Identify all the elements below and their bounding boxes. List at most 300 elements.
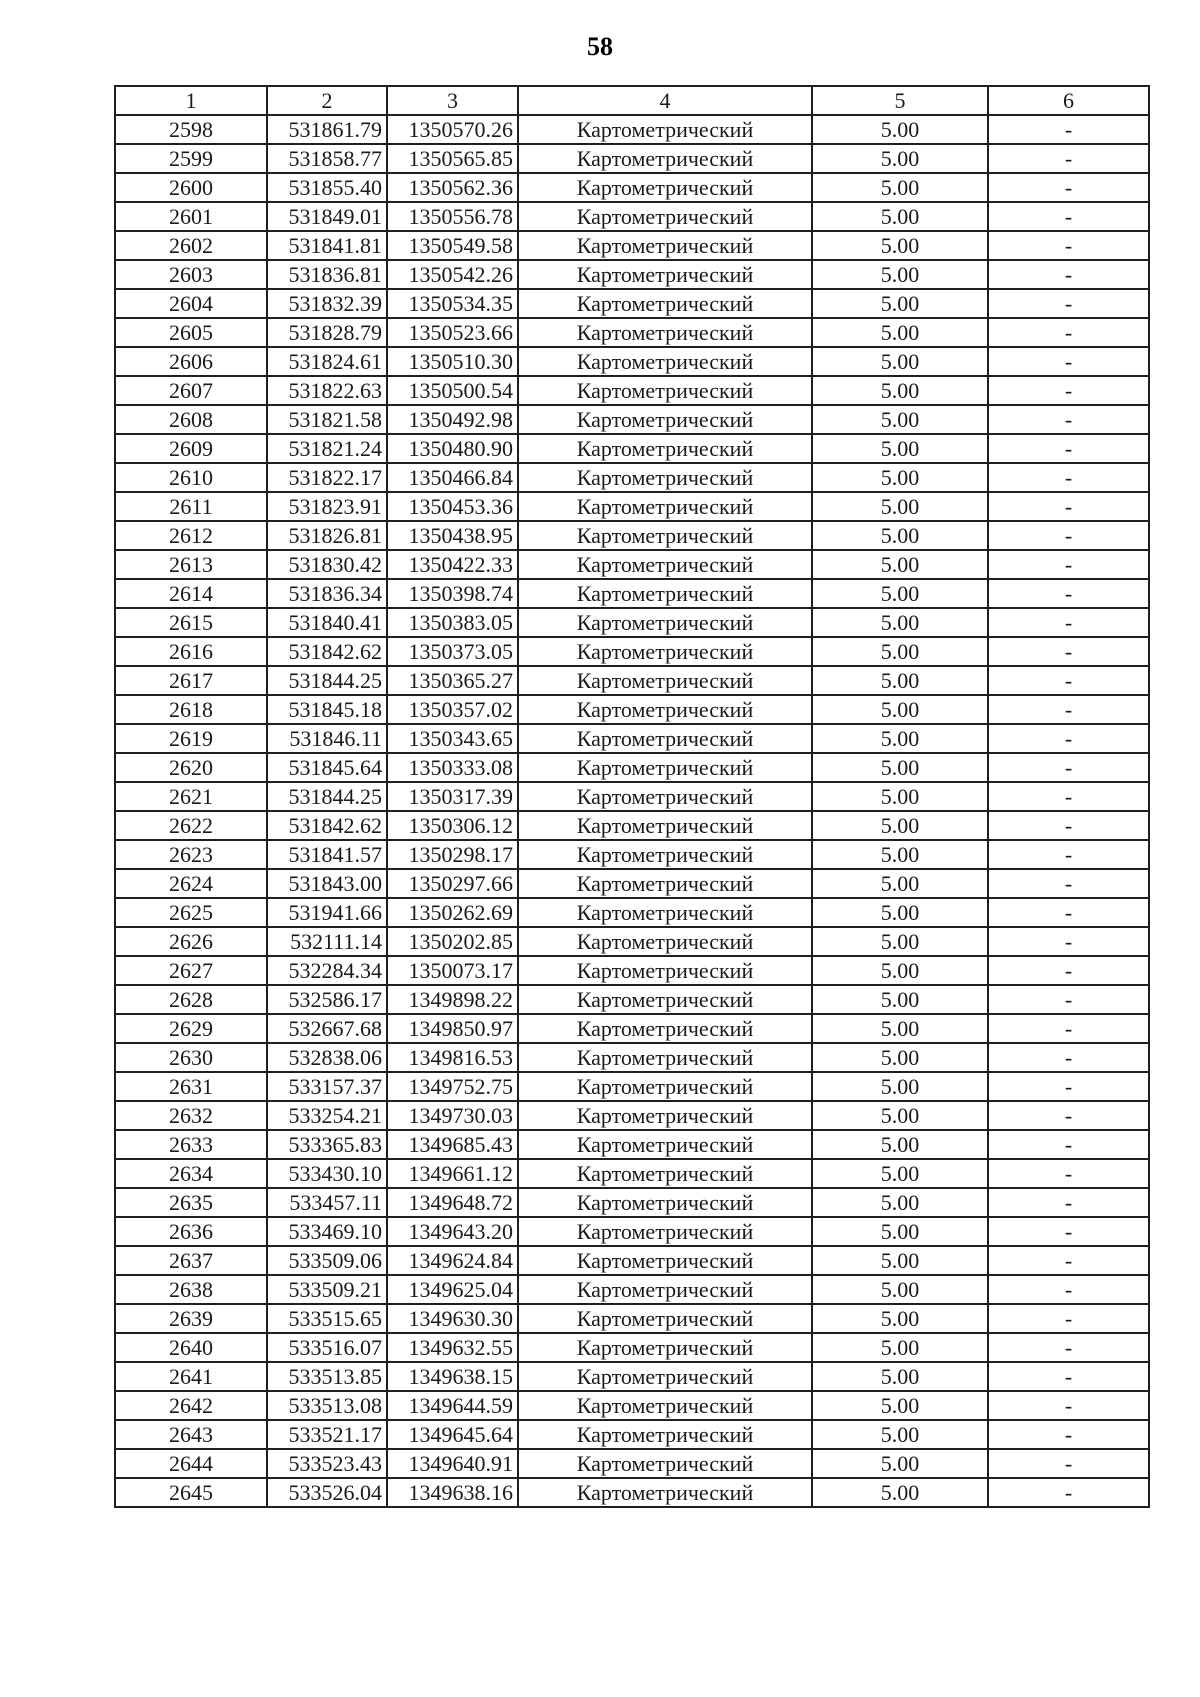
table-row: [115, 144, 1149, 173]
description-cell: -: [988, 956, 1149, 985]
accuracy-cell: 5.00: [812, 463, 988, 492]
description-cell: -: [988, 434, 1149, 463]
point-number-cell: 2618: [115, 695, 267, 724]
column-header-3: 3: [387, 86, 518, 115]
description-cell: -: [988, 985, 1149, 1014]
accuracy-cell: 5.00: [812, 608, 988, 637]
description-cell: -: [988, 463, 1149, 492]
point-number-cell: 2621: [115, 782, 267, 811]
accuracy-cell: 5.00: [812, 1449, 988, 1478]
description-cell: -: [988, 1217, 1149, 1246]
x-coordinate-cell: 531845.64: [267, 753, 387, 782]
method-cell: Картометрический: [518, 347, 812, 376]
table-row: [115, 956, 1149, 985]
method-cell: Картометрический: [518, 405, 812, 434]
y-coordinate-cell: 1349730.03: [387, 1101, 518, 1130]
x-coordinate-cell: 533509.21: [267, 1275, 387, 1304]
point-number-cell: 2612: [115, 521, 267, 550]
accuracy-cell: 5.00: [812, 1333, 988, 1362]
x-coordinate-cell: 531846.11: [267, 724, 387, 753]
table-row: [115, 898, 1149, 927]
description-cell: -: [988, 1391, 1149, 1420]
column-header-5: 5: [812, 86, 988, 115]
accuracy-cell: 5.00: [812, 695, 988, 724]
point-number-cell: 2633: [115, 1130, 267, 1159]
description-cell: -: [988, 1275, 1149, 1304]
method-cell: Картометрический: [518, 1362, 812, 1391]
table-header: [115, 86, 1149, 115]
y-coordinate-cell: 1350202.85: [387, 927, 518, 956]
table-row: [115, 1333, 1149, 1362]
x-coordinate-cell: 531844.25: [267, 666, 387, 695]
y-coordinate-cell: 1350365.27: [387, 666, 518, 695]
accuracy-cell: 5.00: [812, 231, 988, 260]
table-row: [115, 492, 1149, 521]
point-number-cell: 2629: [115, 1014, 267, 1043]
accuracy-cell: 5.00: [812, 869, 988, 898]
table-row: [115, 985, 1149, 1014]
y-coordinate-cell: 1349640.91: [387, 1449, 518, 1478]
column-header-2: 2: [267, 86, 387, 115]
column-header-6: 6: [988, 86, 1149, 115]
x-coordinate-cell: 531828.79: [267, 318, 387, 347]
table-row: [115, 927, 1149, 956]
y-coordinate-cell: 1350466.84: [387, 463, 518, 492]
x-coordinate-cell: 533509.06: [267, 1246, 387, 1275]
y-coordinate-cell: 1350262.69: [387, 898, 518, 927]
y-coordinate-cell: 1349850.97: [387, 1014, 518, 1043]
method-cell: Картометрический: [518, 1072, 812, 1101]
point-number-cell: 2642: [115, 1391, 267, 1420]
point-number-cell: 2620: [115, 753, 267, 782]
x-coordinate-cell: 533515.65: [267, 1304, 387, 1333]
point-number-cell: 2605: [115, 318, 267, 347]
y-coordinate-cell: 1350306.12: [387, 811, 518, 840]
point-number-cell: 2636: [115, 1217, 267, 1246]
y-coordinate-cell: 1349898.22: [387, 985, 518, 1014]
y-coordinate-cell: 1350422.33: [387, 550, 518, 579]
x-coordinate-cell: 533513.08: [267, 1391, 387, 1420]
description-cell: -: [988, 231, 1149, 260]
table-row: [115, 1391, 1149, 1420]
point-number-cell: 2599: [115, 144, 267, 173]
method-cell: Картометрический: [518, 1304, 812, 1333]
accuracy-cell: 5.00: [812, 1391, 988, 1420]
description-cell: -: [988, 260, 1149, 289]
description-cell: -: [988, 492, 1149, 521]
method-cell: Картометрический: [518, 173, 812, 202]
point-number-cell: 2625: [115, 898, 267, 927]
accuracy-cell: 5.00: [812, 144, 988, 173]
x-coordinate-cell: 532667.68: [267, 1014, 387, 1043]
method-cell: Картометрический: [518, 1014, 812, 1043]
x-coordinate-cell: 531941.66: [267, 898, 387, 927]
description-cell: -: [988, 782, 1149, 811]
table-row: [115, 1449, 1149, 1478]
method-cell: Картометрический: [518, 492, 812, 521]
y-coordinate-cell: 1349644.59: [387, 1391, 518, 1420]
method-cell: Картометрический: [518, 144, 812, 173]
x-coordinate-cell: 531845.18: [267, 695, 387, 724]
accuracy-cell: 5.00: [812, 289, 988, 318]
y-coordinate-cell: 1350317.39: [387, 782, 518, 811]
x-coordinate-cell: 531836.81: [267, 260, 387, 289]
point-number-cell: 2609: [115, 434, 267, 463]
accuracy-cell: 5.00: [812, 1420, 988, 1449]
accuracy-cell: 5.00: [812, 376, 988, 405]
point-number-cell: 2608: [115, 405, 267, 434]
point-number-cell: 2610: [115, 463, 267, 492]
x-coordinate-cell: 531841.57: [267, 840, 387, 869]
description-cell: -: [988, 637, 1149, 666]
x-coordinate-cell: 531823.91: [267, 492, 387, 521]
accuracy-cell: 5.00: [812, 405, 988, 434]
method-cell: Картометрический: [518, 1333, 812, 1362]
y-coordinate-cell: 1350500.54: [387, 376, 518, 405]
y-coordinate-cell: 1350523.66: [387, 318, 518, 347]
accuracy-cell: 5.00: [812, 782, 988, 811]
accuracy-cell: 5.00: [812, 1014, 988, 1043]
table-row: [115, 1420, 1149, 1449]
point-number-cell: 2607: [115, 376, 267, 405]
table-row: [115, 811, 1149, 840]
method-cell: Картометрический: [518, 1217, 812, 1246]
description-cell: -: [988, 318, 1149, 347]
accuracy-cell: 5.00: [812, 1101, 988, 1130]
point-number-cell: 2632: [115, 1101, 267, 1130]
accuracy-cell: 5.00: [812, 579, 988, 608]
method-cell: Картометрический: [518, 1130, 812, 1159]
point-number-cell: 2631: [115, 1072, 267, 1101]
table-row: [115, 1043, 1149, 1072]
table-row: [115, 579, 1149, 608]
x-coordinate-cell: 533457.11: [267, 1188, 387, 1217]
method-cell: Картометрический: [518, 637, 812, 666]
table-row: [115, 608, 1149, 637]
x-coordinate-cell: 531824.61: [267, 347, 387, 376]
point-number-cell: 2611: [115, 492, 267, 521]
y-coordinate-cell: 1350398.74: [387, 579, 518, 608]
x-coordinate-cell: 531861.79: [267, 115, 387, 144]
table-row: [115, 666, 1149, 695]
description-cell: -: [988, 1362, 1149, 1391]
y-coordinate-cell: 1349638.15: [387, 1362, 518, 1391]
description-cell: -: [988, 1014, 1149, 1043]
y-coordinate-cell: 1350534.35: [387, 289, 518, 318]
table-row: [115, 782, 1149, 811]
y-coordinate-cell: 1350438.95: [387, 521, 518, 550]
point-number-cell: 2602: [115, 231, 267, 260]
table-row: [115, 1275, 1149, 1304]
accuracy-cell: 5.00: [812, 173, 988, 202]
x-coordinate-cell: 533516.07: [267, 1333, 387, 1362]
accuracy-cell: 5.00: [812, 840, 988, 869]
x-coordinate-cell: 533254.21: [267, 1101, 387, 1130]
table-row: [115, 1014, 1149, 1043]
table-row: [115, 1101, 1149, 1130]
point-number-cell: 2616: [115, 637, 267, 666]
description-cell: -: [988, 144, 1149, 173]
method-cell: Картометрический: [518, 434, 812, 463]
method-cell: Картометрический: [518, 579, 812, 608]
method-cell: Картометрический: [518, 811, 812, 840]
column-header-4: 4: [518, 86, 812, 115]
point-number-cell: 2644: [115, 1449, 267, 1478]
method-cell: Картометрический: [518, 1449, 812, 1478]
accuracy-cell: 5.00: [812, 202, 988, 231]
y-coordinate-cell: 1349648.72: [387, 1188, 518, 1217]
y-coordinate-cell: 1350073.17: [387, 956, 518, 985]
description-cell: -: [988, 1130, 1149, 1159]
point-number-cell: 2598: [115, 115, 267, 144]
x-coordinate-cell: 532284.34: [267, 956, 387, 985]
point-number-cell: 2630: [115, 1043, 267, 1072]
table-row: [115, 463, 1149, 492]
accuracy-cell: 5.00: [812, 724, 988, 753]
table-row: [115, 260, 1149, 289]
table-row: [115, 840, 1149, 869]
y-coordinate-cell: 1349645.64: [387, 1420, 518, 1449]
x-coordinate-cell: 531849.01: [267, 202, 387, 231]
method-cell: Картометрический: [518, 608, 812, 637]
description-cell: -: [988, 521, 1149, 550]
description-cell: -: [988, 1478, 1149, 1507]
description-cell: -: [988, 405, 1149, 434]
accuracy-cell: 5.00: [812, 1362, 988, 1391]
method-cell: Картометрический: [518, 927, 812, 956]
table-row: [115, 376, 1149, 405]
method-cell: Картометрический: [518, 550, 812, 579]
point-number-cell: 2603: [115, 260, 267, 289]
x-coordinate-cell: 532838.06: [267, 1043, 387, 1072]
x-coordinate-cell: 533365.83: [267, 1130, 387, 1159]
accuracy-cell: 5.00: [812, 1159, 988, 1188]
x-coordinate-cell: 531821.58: [267, 405, 387, 434]
point-number-cell: 2635: [115, 1188, 267, 1217]
accuracy-cell: 5.00: [812, 434, 988, 463]
x-coordinate-cell: 533513.85: [267, 1362, 387, 1391]
point-number-cell: 2634: [115, 1159, 267, 1188]
point-number-cell: 2643: [115, 1420, 267, 1449]
y-coordinate-cell: 1350373.05: [387, 637, 518, 666]
accuracy-cell: 5.00: [812, 1304, 988, 1333]
method-cell: Картометрический: [518, 985, 812, 1014]
point-number-cell: 2624: [115, 869, 267, 898]
table-row: [115, 1362, 1149, 1391]
method-cell: Картометрический: [518, 1043, 812, 1072]
description-cell: -: [988, 1188, 1149, 1217]
y-coordinate-cell: 1350453.36: [387, 492, 518, 521]
x-coordinate-cell: 531821.24: [267, 434, 387, 463]
table-row: [115, 637, 1149, 666]
accuracy-cell: 5.00: [812, 637, 988, 666]
accuracy-cell: 5.00: [812, 1217, 988, 1246]
accuracy-cell: 5.00: [812, 753, 988, 782]
description-cell: -: [988, 1246, 1149, 1275]
description-cell: -: [988, 695, 1149, 724]
point-number-cell: 2623: [115, 840, 267, 869]
point-number-cell: 2601: [115, 202, 267, 231]
table-row: [115, 1072, 1149, 1101]
accuracy-cell: 5.00: [812, 1043, 988, 1072]
accuracy-cell: 5.00: [812, 492, 988, 521]
table-row: [115, 1304, 1149, 1333]
description-cell: -: [988, 1449, 1149, 1478]
point-number-cell: 2641: [115, 1362, 267, 1391]
table-row: [115, 753, 1149, 782]
accuracy-cell: 5.00: [812, 956, 988, 985]
table-row: [115, 173, 1149, 202]
point-number-cell: 2628: [115, 985, 267, 1014]
point-number-cell: 2637: [115, 1246, 267, 1275]
description-cell: -: [988, 811, 1149, 840]
y-coordinate-cell: 1349638.16: [387, 1478, 518, 1507]
y-coordinate-cell: 1349685.43: [387, 1130, 518, 1159]
table-row: [115, 405, 1149, 434]
accuracy-cell: 5.00: [812, 985, 988, 1014]
description-cell: -: [988, 898, 1149, 927]
y-coordinate-cell: 1350333.08: [387, 753, 518, 782]
description-cell: -: [988, 927, 1149, 956]
column-header-1: 1: [115, 86, 267, 115]
description-cell: -: [988, 1304, 1149, 1333]
description-cell: -: [988, 1159, 1149, 1188]
x-coordinate-cell: 531836.34: [267, 579, 387, 608]
method-cell: Картометрический: [518, 898, 812, 927]
x-coordinate-cell: 533523.43: [267, 1449, 387, 1478]
table-row: [115, 1159, 1149, 1188]
accuracy-cell: 5.00: [812, 550, 988, 579]
accuracy-cell: 5.00: [812, 521, 988, 550]
table-row: [115, 724, 1149, 753]
point-number-cell: 2600: [115, 173, 267, 202]
x-coordinate-cell: 531858.77: [267, 144, 387, 173]
x-coordinate-cell: 531841.81: [267, 231, 387, 260]
method-cell: Картометрический: [518, 463, 812, 492]
table-row: [115, 695, 1149, 724]
page-number: 58: [587, 32, 613, 61]
x-coordinate-cell: 533469.10: [267, 1217, 387, 1246]
y-coordinate-cell: 1350570.26: [387, 115, 518, 144]
description-cell: -: [988, 202, 1149, 231]
x-coordinate-cell: 533430.10: [267, 1159, 387, 1188]
accuracy-cell: 5.00: [812, 898, 988, 927]
method-cell: Картометрический: [518, 289, 812, 318]
description-cell: -: [988, 608, 1149, 637]
accuracy-cell: 5.00: [812, 1275, 988, 1304]
x-coordinate-cell: 531842.62: [267, 811, 387, 840]
point-number-cell: 2619: [115, 724, 267, 753]
point-number-cell: 2626: [115, 927, 267, 956]
accuracy-cell: 5.00: [812, 1188, 988, 1217]
y-coordinate-cell: 1350492.98: [387, 405, 518, 434]
description-cell: -: [988, 869, 1149, 898]
description-cell: -: [988, 666, 1149, 695]
point-number-cell: 2615: [115, 608, 267, 637]
y-coordinate-cell: 1349624.84: [387, 1246, 518, 1275]
accuracy-cell: 5.00: [812, 1072, 988, 1101]
description-cell: -: [988, 840, 1149, 869]
y-coordinate-cell: 1350542.26: [387, 260, 518, 289]
description-cell: -: [988, 550, 1149, 579]
accuracy-cell: 5.00: [812, 115, 988, 144]
table-row: [115, 1478, 1149, 1507]
method-cell: Картометрический: [518, 318, 812, 347]
point-number-cell: 2604: [115, 289, 267, 318]
method-cell: Картометрический: [518, 956, 812, 985]
x-coordinate-cell: 531832.39: [267, 289, 387, 318]
description-cell: -: [988, 579, 1149, 608]
x-coordinate-cell: 531822.17: [267, 463, 387, 492]
method-cell: Картометрический: [518, 202, 812, 231]
description-cell: -: [988, 173, 1149, 202]
accuracy-cell: 5.00: [812, 1130, 988, 1159]
method-cell: Картометрический: [518, 231, 812, 260]
method-cell: Картометрический: [518, 521, 812, 550]
method-cell: Картометрический: [518, 724, 812, 753]
y-coordinate-cell: 1350556.78: [387, 202, 518, 231]
y-coordinate-cell: 1349630.30: [387, 1304, 518, 1333]
accuracy-cell: 5.00: [812, 260, 988, 289]
point-number-cell: 2627: [115, 956, 267, 985]
table-row: [115, 231, 1149, 260]
method-cell: Картометрический: [518, 1478, 812, 1507]
table-row: [115, 1246, 1149, 1275]
point-number-cell: 2640: [115, 1333, 267, 1362]
x-coordinate-cell: 532111.14: [267, 927, 387, 956]
y-coordinate-cell: 1350343.65: [387, 724, 518, 753]
description-cell: -: [988, 1420, 1149, 1449]
x-coordinate-cell: 533521.17: [267, 1420, 387, 1449]
y-coordinate-cell: 1350298.17: [387, 840, 518, 869]
y-coordinate-cell: 1350549.58: [387, 231, 518, 260]
x-coordinate-cell: 531842.62: [267, 637, 387, 666]
y-coordinate-cell: 1350480.90: [387, 434, 518, 463]
table-row: [115, 550, 1149, 579]
x-coordinate-cell: 531844.25: [267, 782, 387, 811]
table-row: [115, 115, 1149, 144]
table-row: [115, 434, 1149, 463]
method-cell: Картометрический: [518, 782, 812, 811]
y-coordinate-cell: 1350357.02: [387, 695, 518, 724]
method-cell: Картометрический: [518, 1246, 812, 1275]
x-coordinate-cell: 533157.37: [267, 1072, 387, 1101]
method-cell: Картометрический: [518, 1159, 812, 1188]
method-cell: Картометрический: [518, 1420, 812, 1449]
y-coordinate-cell: 1349625.04: [387, 1275, 518, 1304]
x-coordinate-cell: 531830.42: [267, 550, 387, 579]
point-number-cell: 2639: [115, 1304, 267, 1333]
method-cell: Картометрический: [518, 376, 812, 405]
table-row: [115, 202, 1149, 231]
method-cell: Картометрический: [518, 869, 812, 898]
method-cell: Картометрический: [518, 695, 812, 724]
y-coordinate-cell: 1350510.30: [387, 347, 518, 376]
point-number-cell: 2614: [115, 579, 267, 608]
point-number-cell: 2617: [115, 666, 267, 695]
description-cell: -: [988, 1043, 1149, 1072]
table-row: [115, 289, 1149, 318]
coordinates-table: [114, 85, 1150, 1508]
y-coordinate-cell: 1350565.85: [387, 144, 518, 173]
description-cell: -: [988, 753, 1149, 782]
description-cell: -: [988, 289, 1149, 318]
point-number-cell: 2613: [115, 550, 267, 579]
table-row: [115, 1217, 1149, 1246]
table-row: [115, 1130, 1149, 1159]
description-cell: -: [988, 724, 1149, 753]
method-cell: Картометрический: [518, 1275, 812, 1304]
